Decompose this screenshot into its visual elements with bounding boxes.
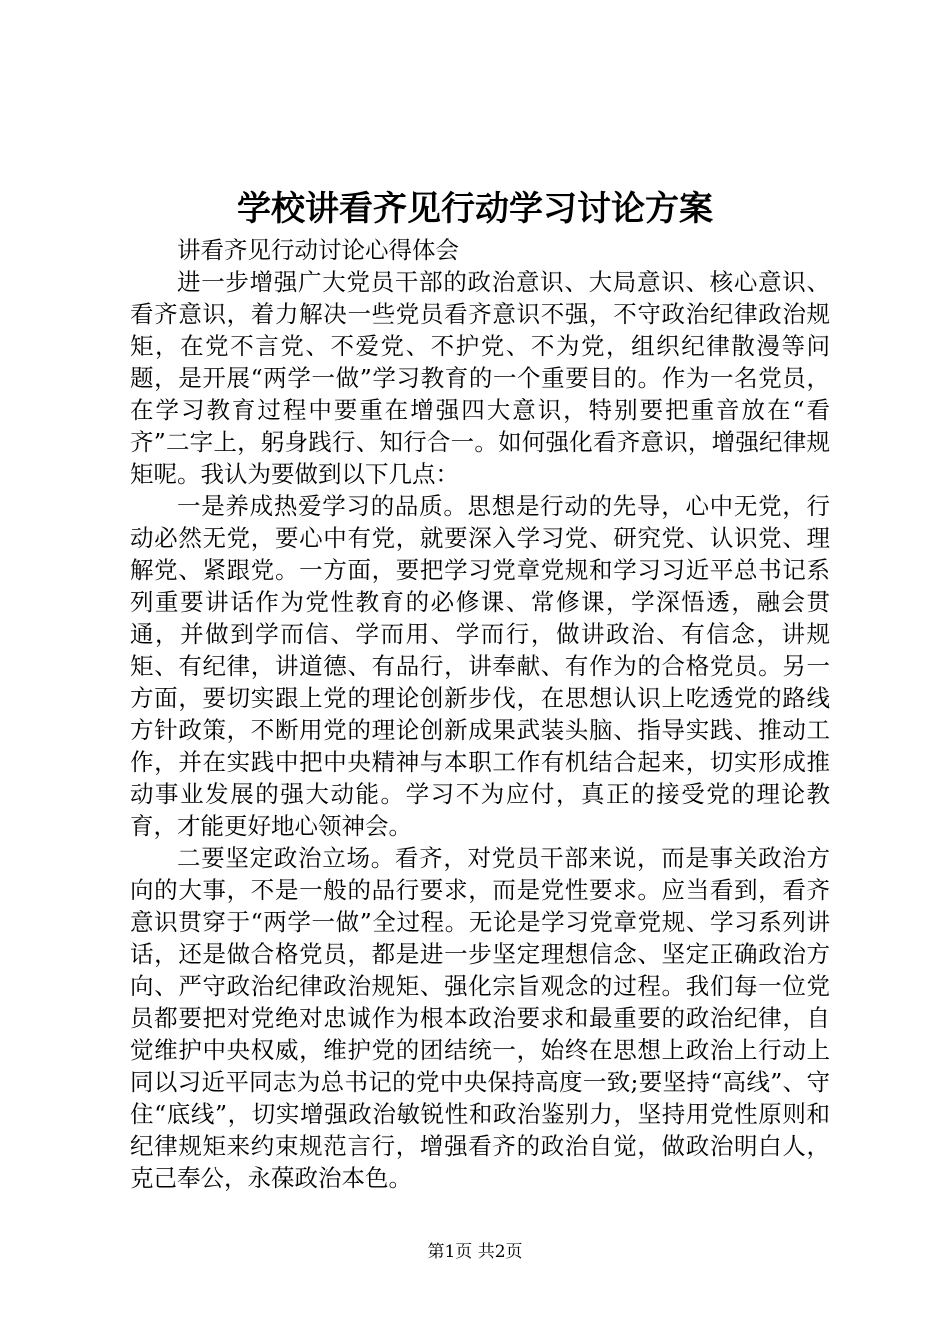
subtitle-paragraph: 讲看齐见行动讨论心得体会 [177, 236, 459, 264]
point-one-paragraph: 一是养成热爱学习的品质。思想是行动的先导，心中无党，行动必然无党，要心中有党，就要深入学习党、研究党、认识党、理解党、紧跟党。一方面，要把学习党章党规和学习习近平总书记系列重要讲话作为党性教育的必修课、常修课，学深悟透，融会贯通，并做到学而信、学而用、学而行，做讲政治、有信念，讲规矩、有纪律，讲道德、有品行，讲奉献、有作为的合格党员。另一方面，要切实跟上党的理论创新步伐，在思想认识上吃透党的路线方针政策，不断用党的理论创新成果武装头脑、指导实践、推动工作，并在实践中把中央精神与本职工作有机结合起来，切实形成推动事业发展的强大动能。学习不为应付，真正的接受党的理论教育，才能更好地心领神会。 [130, 492, 830, 840]
document-title: 学校讲看齐见行动学习讨论方案 [237, 189, 713, 229]
page-footer: 第1页 共2页 [427, 1242, 523, 1262]
point-two-paragraph: 二要坚定政治立场。看齐，对党员干部来说，而是事关政治方向的大事，不是一般的品行要求，而是党性要求。应当看到，看齐意识贯穿于“两学一做”全过程。无论是学习党章党规、学习系列讲话，还是做合格党员，都是进一步坚定理想信念、坚定正确政治方向、严守政治纪律政治规矩、强化宗旨观念的过程。我们每一位党员都要把对党绝对忠诚作为根本政治要求和最重要的政治纪律，自觉维护中央权威，维护党的团结统一，始终在思想上政治上行动上同以习近平同志为总书记的党中央保持高度一致;要坚持“高线”、守住“底线”，切实增强政治敏锐性和政治鉴别力，坚持用党性原则和纪律规矩来约束规范言行，增强看齐的政治自觉，做政治明白人，克己奉公，永葆政治本色。 [130, 844, 830, 1192]
document-body [130, 234, 830, 1194]
intro-paragraph: 进一步增强广大党员干部的政治意识、大局意识、核心意识、看齐意识，着力解决一些党员看齐意识不强，不守政治纪律政治规矩，在党不言党、不爱党、不护党、不为党，组织纪律散漫等问题，是开展“两学一做”学习教育的一个重要目的。作为一名党员，在学习教育过程中要重在增强四大意识，特别要把重音放在“看齐”二字上，躬身践行、知行合一。如何强化看齐意识，增强纪律规矩呢。我认为要做到以下几点： [130, 268, 830, 488]
